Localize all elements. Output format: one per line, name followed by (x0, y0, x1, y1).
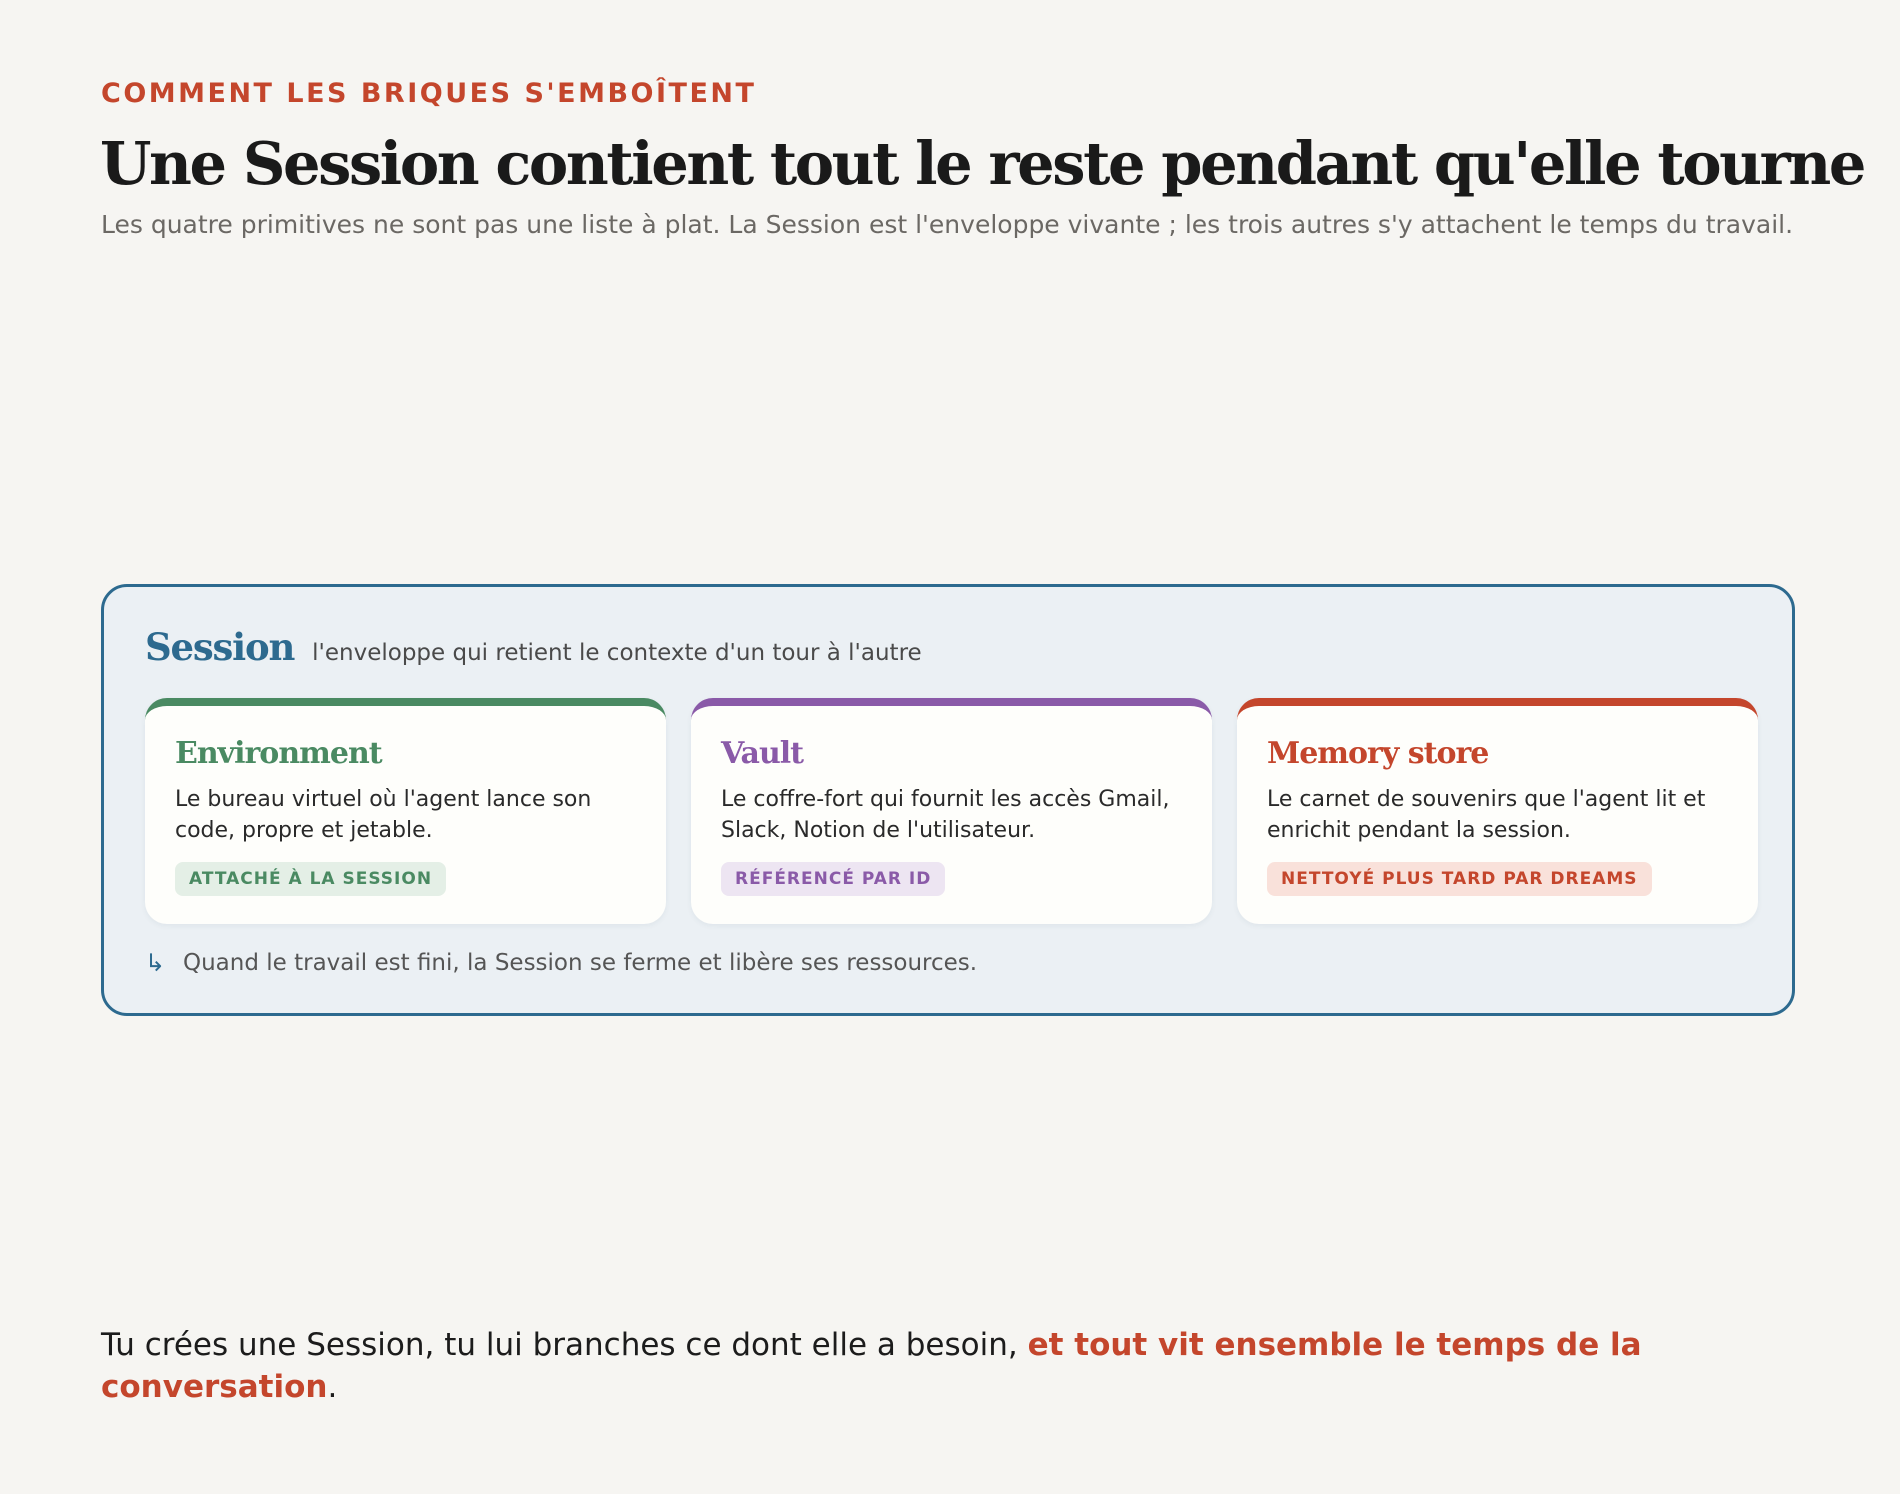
card-badge: ATTACHÉ À LA SESSION (175, 862, 446, 896)
primitive-cards (145, 698, 1758, 924)
conclusion-plain: Tu crées une Session, tu lui branches ce dont elle a besoin, (101, 1327, 1028, 1363)
session-description: l'enveloppe qui retient le contexte d'un tour à l'autre (312, 640, 922, 666)
card-description: Le carnet de souvenirs que l'agent lit et enrichit pendant la session. (1267, 787, 1706, 843)
footnote-text: Quand le travail est fini, la Session se ferme et libère ses ressources. (183, 950, 978, 976)
card-badge: RÉFÉRENCÉ PAR ID (721, 862, 945, 896)
conclusion-end: . (327, 1369, 338, 1405)
eyebrow-label: COMMENT LES BRIQUES S'EMBOÎTENT (101, 78, 757, 109)
card-badge: NETTOYÉ PLUS TARD PAR DREAMS (1267, 862, 1652, 896)
card-description: Le bureau virtuel où l'agent lance son code, propre et jetable. (175, 787, 592, 843)
conclusion-emphasis: et tout vit ensemble le temps de la conversation (101, 1327, 1642, 1405)
card-title: Memory store (1267, 736, 1489, 771)
card-title: Vault (721, 736, 804, 771)
card-memory-store (1237, 698, 1758, 924)
session-header (145, 625, 922, 669)
session-container (101, 584, 1795, 1016)
page-subtitle: Les quatre primitives ne sont pas une liste à plat. La Session est l'enveloppe vivante ; les trois autres s'y attachent le temps du travail. (101, 210, 1794, 239)
return-arrow-icon: ↳ (145, 949, 166, 977)
card-environment (145, 698, 666, 924)
session-name: Session (145, 625, 295, 669)
conclusion-text (101, 1324, 1741, 1408)
card-description: Le coffre-fort qui fournit les accès Gmail, Slack, Notion de l'utilisateur. (721, 787, 1170, 843)
page-title: Une Session contient tout le reste pendant qu'elle tourne (100, 129, 1864, 198)
card-title: Environment (175, 736, 382, 771)
session-footnote (145, 949, 977, 977)
card-vault (691, 698, 1212, 924)
